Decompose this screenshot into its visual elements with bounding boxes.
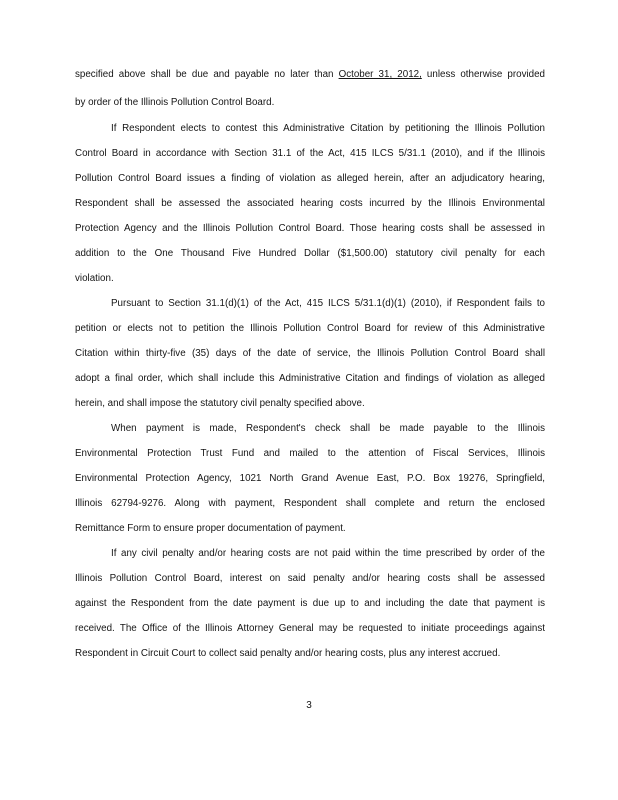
paragraph-2-line-1: If Respondent elects to contest this Administrative Citation by petitioning the Illinois Pollution — [111, 123, 545, 134]
paragraph-4-line-2: Environmental Protection Trust Fund and mailed to the attention of Fiscal Services, Illinois — [75, 448, 545, 459]
paragraph-1-line-1 — [75, 69, 545, 81]
paragraph-3-line-4: adopt a final order, which shall include this Administrative Citation and findings of violation as alleged — [75, 373, 545, 384]
text-span: specified above shall be due and payable no later than — [75, 69, 339, 80]
paragraph-5-line-1: If any civil penalty and/or hearing costs are not paid within the time prescribed by order of the — [111, 548, 545, 559]
paragraph-5-line-4: received. The Office of the Illinois Attorney General may be requested to initiate proceedings against — [75, 623, 545, 634]
paragraph-4-line-5: Remittance Form to ensure proper documentation of payment. — [75, 523, 346, 534]
paragraph-2-line-2: Control Board in accordance with Section 31.1 of the Act, 415 ILCS 5/31.1 (2010), and if the Illinois — [75, 148, 545, 159]
paragraph-2-line-7: violation. — [75, 273, 114, 284]
paragraph-3-line-5: herein, and shall impose the statutory civil penalty specified above. — [75, 398, 365, 409]
paragraph-5-line-5: Respondent in Circuit Court to collect said penalty and/or hearing costs, plus any interest accrued. — [75, 648, 501, 659]
page-number: 3 — [306, 700, 312, 711]
paragraph-2-line-5: Protection Agency and the Illinois Pollution Control Board. Those hearing costs shall be assessed in — [75, 223, 545, 234]
paragraph-4-line-1: When payment is made, Respondent's check shall be made payable to the Illinois — [111, 423, 545, 434]
due-date: October 31, 2012, — [338, 69, 422, 80]
paragraph-3-line-2: petition or elects not to petition the Illinois Pollution Control Board for review of this Administrative — [75, 323, 545, 334]
paragraph-5-line-2: Illinois Pollution Control Board, interest on said penalty and/or hearing costs shall be assessed — [75, 573, 545, 584]
paragraph-3-line-3: Citation within thirty-five (35) days of the date of service, the Illinois Pollution Control Board shall — [75, 348, 545, 359]
paragraph-4-line-4: Illinois 62794-9276. Along with payment, Respondent shall complete and return the enclosed — [75, 498, 545, 509]
paragraph-3-line-1: Pursuant to Section 31.1(d)(1) of the Act, 415 ILCS 5/31.1(d)(1) (2010), if Respondent fails to — [111, 298, 545, 309]
paragraph-2-line-3: Pollution Control Board issues a finding of violation as alleged herein, after an adjudicatory hearing, — [75, 173, 545, 184]
text-span: unless otherwise provided — [421, 69, 545, 80]
paragraph-5-line-3: against the Respondent from the date payment is due up to and including the date that payment is — [75, 598, 545, 609]
paragraph-2-line-4: Respondent shall be assessed the associated hearing costs incurred by the Illinois Environmental — [75, 198, 545, 209]
paragraph-2-line-6: addition to the One Thousand Five Hundred Dollar ($1,500.00) statutory civil penalty for each — [75, 248, 545, 259]
paragraph-4-line-3: Environmental Protection Agency, 1021 North Grand Avenue East, P.O. Box 19276, Springfield, — [75, 473, 545, 484]
paragraph-1-line-2: by order of the Illinois Pollution Control Board. — [75, 97, 275, 108]
